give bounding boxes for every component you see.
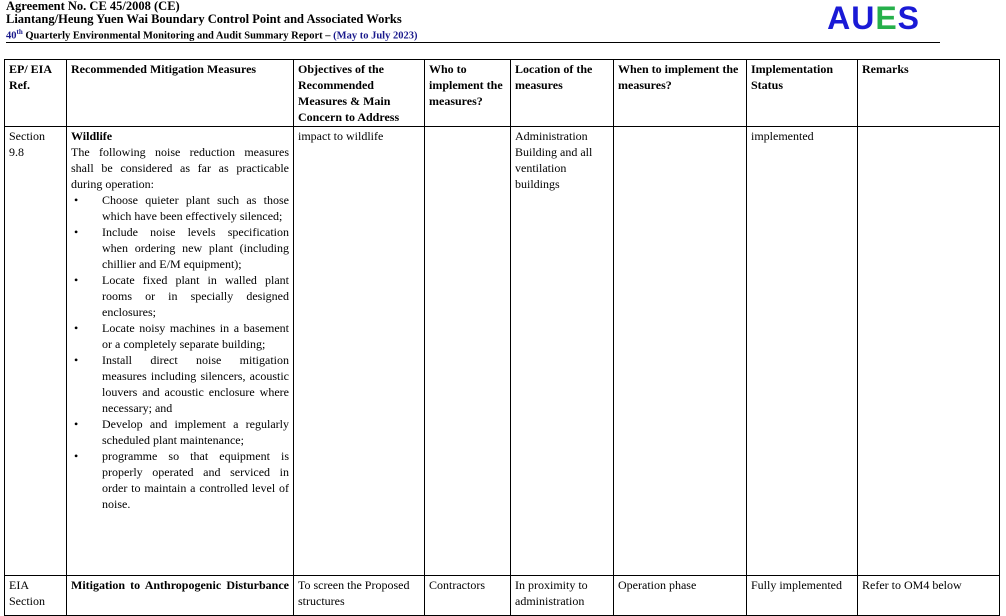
list-item: • Choose quieter plant such as those which have been effectively silenced; xyxy=(102,192,289,224)
header-recommended-measures: Recommended Mitigation Measures xyxy=(67,60,294,127)
row2-who: Contractors xyxy=(425,576,511,616)
row1-remarks xyxy=(858,127,1000,576)
row1-title: Wildlife xyxy=(71,129,113,143)
row1-bullet-list xyxy=(71,192,289,512)
header-ep-eia-ref: EP/ EIA Ref. xyxy=(5,60,67,127)
report-period: (May to July 2023) xyxy=(333,30,418,42)
header-objectives: Objectives of the Recommended Measures & Main Concern to Address xyxy=(294,60,425,127)
header-who-to-implement: Who to implement the measures? xyxy=(425,60,511,127)
row2-ref: EIA Section xyxy=(5,576,67,616)
row2-remarks: Refer to OM4 below xyxy=(858,576,1000,616)
report-title-text: Quarterly Environmental Monitoring and Audit Summary Report – xyxy=(22,30,334,42)
row1-intro: The following noise reduction measures shall be considered as far as practicable during operation: xyxy=(71,145,289,191)
logo-letter: A xyxy=(827,0,852,36)
row2-title: Mitigation to Anthropogenic Disturbance xyxy=(67,576,294,616)
logo-letter: U xyxy=(851,0,876,36)
row1-ref: Section 9.8 xyxy=(5,127,67,576)
row1-measures xyxy=(67,127,294,576)
row1-when xyxy=(614,127,747,576)
row2-location: In proximity to administration xyxy=(511,576,614,616)
agreement-number: Agreement No. CE 45/2008 (CE) xyxy=(6,0,180,13)
list-item: • Locate noisy machines in a basement or a completely separate building; xyxy=(102,320,289,352)
list-item: • Develop and implement a regularly scheduled plant maintenance; xyxy=(102,416,289,448)
list-item: • Install direct noise mitigation measures including silencers, acoustic louvers and acoustic enclosure where necessary; and xyxy=(102,352,289,416)
header-implementation-status: Implementation Status xyxy=(747,60,858,127)
row2-when: Operation phase xyxy=(614,576,747,616)
report-title xyxy=(6,26,940,43)
row1-status: implemented xyxy=(747,127,858,576)
table-header-row xyxy=(5,60,1000,127)
table-row xyxy=(5,576,1000,616)
row2-status: Fully implemented xyxy=(747,576,858,616)
mitigation-measures-table xyxy=(4,59,1000,616)
report-number: 40 xyxy=(6,30,17,42)
header-location: Location of the measures xyxy=(511,60,614,127)
header-when-to-implement: When to implement the measures? xyxy=(614,60,747,127)
report-ordinal-suffix: th xyxy=(16,28,23,36)
report-header xyxy=(6,0,940,43)
list-item: • programme so that equipment is properly operated and serviced in order to maintain a controlled level of noise. xyxy=(102,448,289,512)
header-remarks: Remarks xyxy=(858,60,1000,127)
row1-location: Administration Building and all ventilation buildings xyxy=(511,127,614,576)
table-row xyxy=(5,127,1000,576)
list-item: • Locate fixed plant in walled plant rooms or in specially designed enclosures; xyxy=(102,272,289,320)
project-title: Liantang/Heung Yuen Wai Boundary Control Point and Associated Works xyxy=(6,12,402,26)
logo-letter: E xyxy=(875,0,898,36)
row1-objective: impact to wildlife xyxy=(294,127,425,576)
list-item: • Include noise levels specification when ordering new plant (including chillier and E/M equipment); xyxy=(102,224,289,272)
row1-who xyxy=(425,127,511,576)
aues-logo xyxy=(827,2,920,34)
row2-objective: To screen the Proposed structures xyxy=(294,576,425,616)
logo-letter: S xyxy=(897,0,920,36)
